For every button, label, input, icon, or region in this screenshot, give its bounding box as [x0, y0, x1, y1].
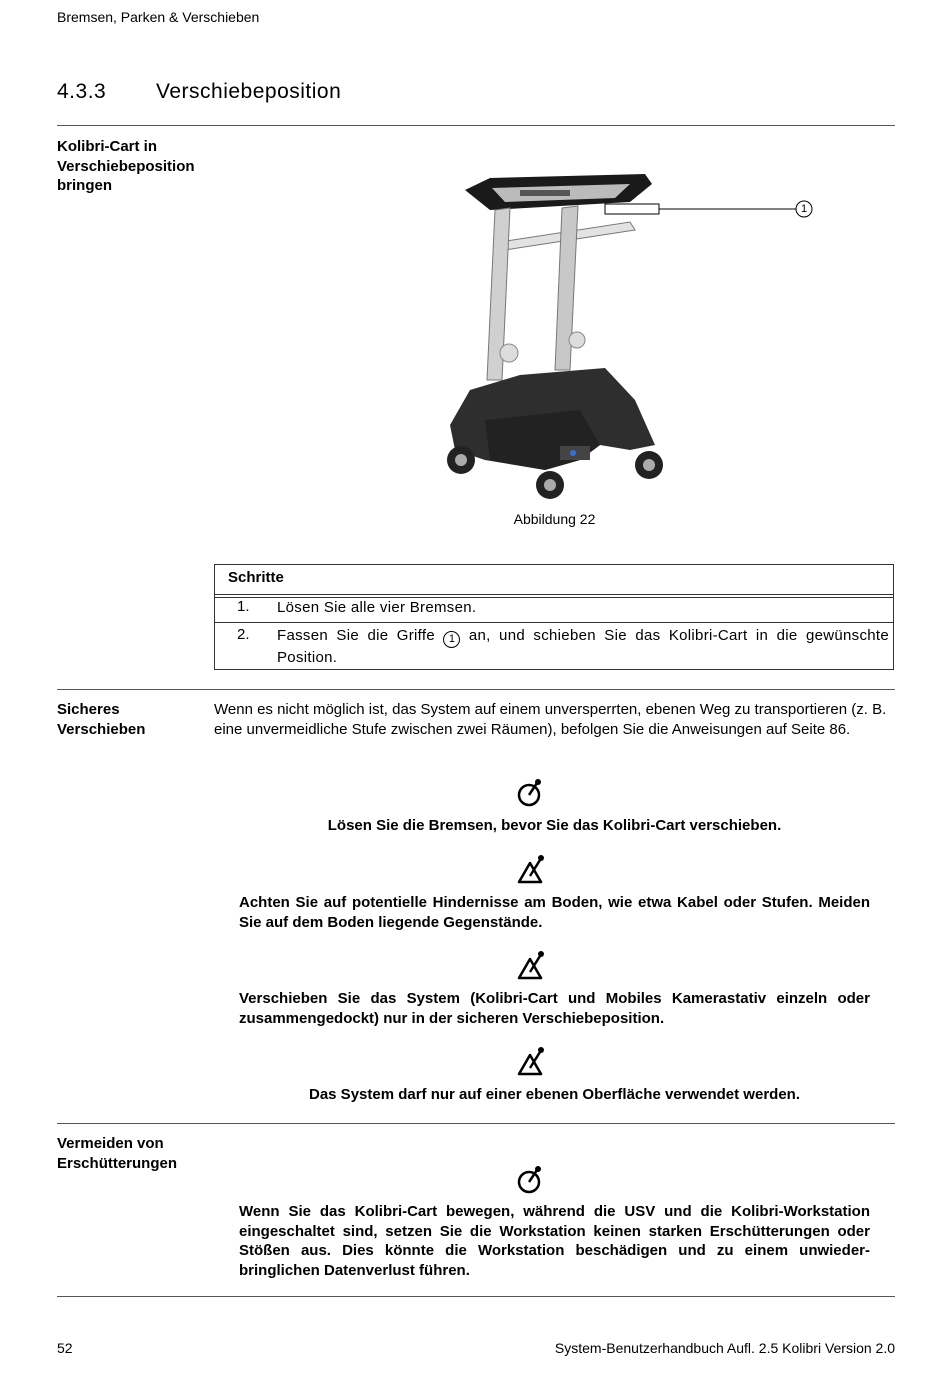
step-text-part: an, und schieben Sie das Kolibri-Cart in die gewünschte Position. [277, 627, 889, 666]
section-title: Verschiebeposition [156, 80, 342, 103]
step-number: 1. [237, 598, 250, 615]
note-text: Wenn Sie das Kolibri-Cart bewegen, während die USV und die Kolibri-Workstation eingeschaltet sind, setzen Sie die Workstation keinen starken Erschütterungen oder Stößen aus. Dies könnte die Workstation beschädigen und zu einem unwieder-bringlichen Datenverlust führen. [239, 1203, 870, 1279]
running-head: Bremsen, Parken & Verschieben [57, 9, 260, 25]
divider [57, 689, 895, 690]
intro-paragraph: Wenn es nicht möglich ist, das System auf einem unversperrten, ebenen Weg zu transportieren (z. B. eine unvermeidliche Stufe zwischen zwei Räumen), befolgen Sie die Anweisungen auf Seite 86. [214, 701, 887, 738]
callout-marker: 1 [443, 631, 460, 648]
warning-icon [516, 1046, 546, 1076]
note-text: Lösen Sie die Bremsen, bevor Sie das Kolibri-Cart verschieben. [327, 817, 782, 834]
divider [57, 1123, 895, 1124]
page-number: 52 [57, 1340, 73, 1356]
document-title: System-Benutzerhandbuch Aufl. 2.5 Kolibri Version 2.0 [554, 1340, 895, 1356]
warning-text: Verschieben Sie das System (Kolibri-Cart und Mobiles Kamerastativ einzeln oder zusammengedockt) nur in der sicheren Verschiebeposition. [239, 990, 870, 1027]
figure-caption: Abbildung 22 [513, 511, 596, 527]
divider [57, 1296, 895, 1297]
warning-icon [516, 854, 546, 884]
table-rule [215, 622, 893, 623]
step-text: Lösen Sie alle vier Bremsen. [277, 599, 477, 616]
note-icon [516, 778, 546, 808]
steps-table [214, 564, 894, 670]
step-text [277, 626, 889, 668]
table-rule [215, 594, 893, 595]
step-number: 2. [237, 626, 250, 643]
cart-figure [430, 160, 830, 500]
note-icon [516, 1165, 546, 1195]
warning-icon [516, 950, 546, 980]
warning-text: Das System darf nur auf einer ebenen Oberfläche verwendet werden. [309, 1086, 800, 1103]
side-label-sicheres-verschieben: Sicheres Verschieben [57, 701, 146, 738]
side-label-verschiebeposition: Kolibri-Cart in Verschiebeposition bringen [57, 138, 195, 194]
step-text-part: Fassen Sie die Griffe [277, 627, 444, 644]
kolibri-cart-illustration [430, 160, 830, 500]
warning-text: Achten Sie auf potentielle Hindernisse am Boden, wie etwa Kabel oder Stufen. Meiden Sie auf dem Boden liegende Gegenstände. [239, 894, 870, 931]
steps-table-header: Schritte [228, 569, 284, 586]
figure-callout-1: 1 [800, 203, 808, 215]
section-number: 4.3.3 [57, 80, 107, 103]
side-label-erschuetterungen: Vermeiden von Erschütterungen [57, 1135, 178, 1172]
divider [57, 125, 895, 126]
